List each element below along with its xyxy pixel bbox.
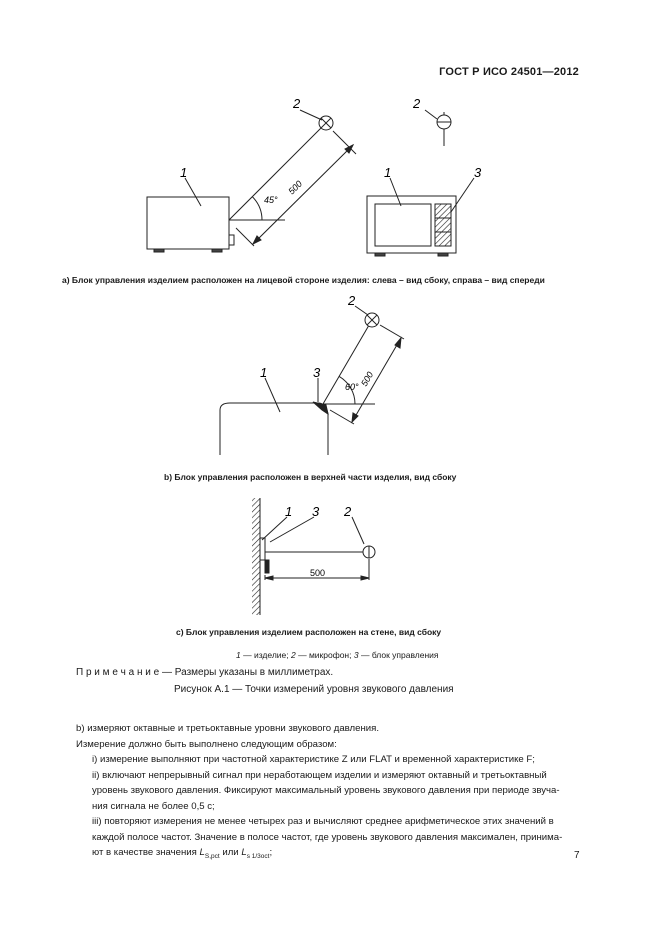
body-item-ii-line: ii) включают непрерывный сигнал при неработающем изделии и измеряют октавный и третьоктавный [92,770,547,781]
label-leader [425,110,437,119]
angle-value: 45° [264,195,278,205]
document-header: ГОСТ Р ИСО 24501—2012 [439,66,579,78]
body-item-b: b) измеряют октавные и третьоктавные уровни звукового давления. [76,723,379,734]
product-foot [212,249,222,252]
figure-title: Рисунок А.1 — Точки измерений уровня звукового давления [174,684,454,695]
control-unit [435,204,451,246]
label-leader [300,110,322,120]
figure-a-front-view [367,110,474,256]
microphone-icon [363,546,375,558]
arrow-head [361,576,369,580]
label-leader [352,517,364,544]
figure-legend: 1 — изделие; 2 — микрофон; 3 — блок управления [236,650,439,660]
control-unit-base [265,560,269,573]
product-foot [438,253,448,256]
control-unit [229,235,234,245]
product-foot [375,253,385,256]
label-leader [262,517,287,540]
label-3: 3 [313,365,321,380]
label-1: 1 [180,165,188,180]
microphone-icon [437,115,451,129]
product-body [147,197,229,249]
measure-line [229,123,326,220]
note-label: П р и м е ч а н и е [76,667,160,678]
page-number: 7 [574,850,580,861]
label-1: 1 [384,165,392,180]
label-2: 2 [348,293,356,308]
microphone-icon [365,313,379,327]
label-leader [451,178,474,212]
body-intro: Измерение должно быть выполнено следующим образом: [76,739,337,750]
product-outline [220,403,328,455]
figure-b-caption: b) Блок управления расположен в верхней части изделия, вид сбоку [164,472,457,482]
figure-b-side-view [220,306,404,455]
body-item-iii-line: ют в качестве значения $L_{S,pct}$ или $L_{s 1/3oct}$; [92,847,273,860]
note [76,667,333,678]
label-2: 2 [413,96,421,111]
wall-hatching [252,498,260,615]
body-item-ii-line: ния сигнала не более 0,5 с; [92,801,215,812]
distance-value: 500 [286,178,305,197]
distance-value: 500 [359,369,376,388]
microphone-icon [319,116,333,130]
extension-line [330,410,354,424]
arrow-head [352,413,358,422]
dimension-line [352,338,401,422]
label-3: 3 [312,504,320,519]
label-1: 1 [260,365,268,380]
label-leader [265,378,280,412]
product-foot [154,249,164,252]
label-2: 2 [344,504,352,519]
label-leader [270,517,314,542]
control-unit [260,538,265,560]
body-item-ii-line: уровень звукового давления. Фиксируют максимальный уровень звукового давления при периоде звуча- [92,785,560,796]
extension-line [380,325,404,339]
figure-a-side-view [147,110,356,252]
distance-value: 500 [310,568,326,578]
body-item-iii-line: каждой полосе частот. Значение в полосе частот, где уровень звукового давления максимален, принима- [92,832,563,843]
angle-arc [252,197,262,220]
extension-line [236,228,254,246]
figure-a-caption: а) Блок управления изделием расположен на лицевой стороне изделия: слева – вид сбоку, справа – вид спереди [62,275,545,285]
label-leader [355,306,368,315]
label-3: 3 [474,165,482,180]
label-2: 2 [293,96,301,111]
label-1: 1 [285,504,293,519]
arrow-head [265,576,273,580]
angle-value: 60° [345,382,359,392]
note-text: — Размеры указаны в миллиметрах. [159,667,334,678]
body-item-i: i) измерение выполняют при частотной характеристике Z или FLAT и временной характеристике F; [92,754,535,765]
extension-line [333,131,356,154]
body-item-iii-line: iii) повторяют измерения не менее четырех раз и вычисляют среднее арифметическое этих значений в [92,816,554,827]
figure-c-caption: c) Блок управления изделием расположен на стене, вид сбоку [176,627,442,637]
